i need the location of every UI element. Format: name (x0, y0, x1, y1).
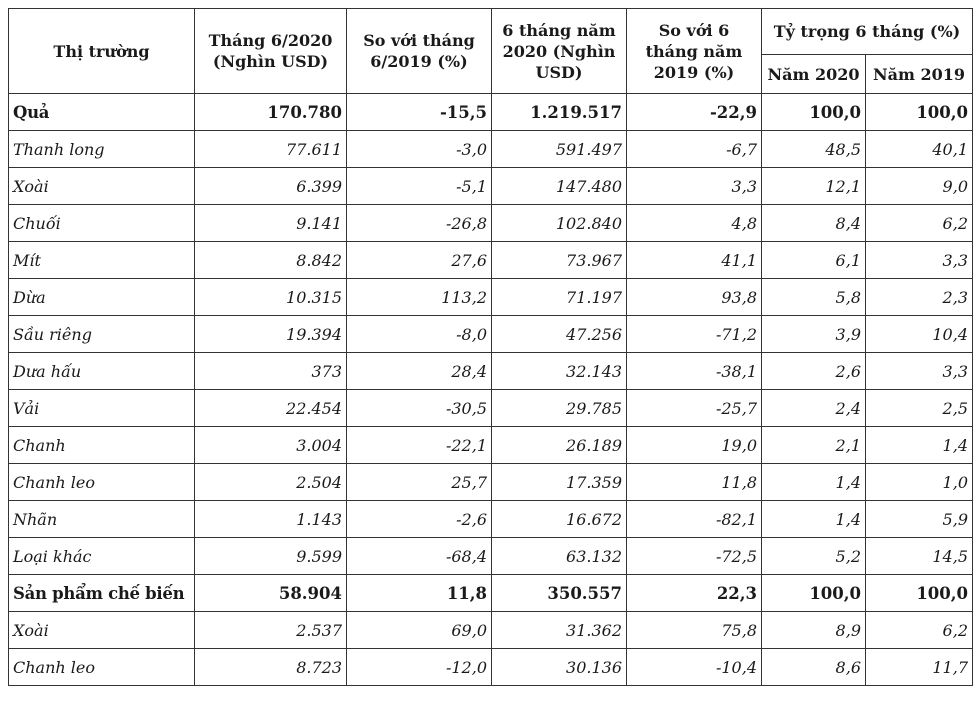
month-value-cell: 77.611 (195, 131, 347, 168)
year-2019-header: Năm 2019 (866, 55, 973, 94)
table-body (9, 94, 973, 686)
six-months-value-cell: 591.497 (492, 131, 627, 168)
vs-six-months-header: So với 6 tháng năm 2019 (%) (627, 9, 762, 94)
share-2019-cell: 40,1 (866, 131, 973, 168)
six-months-value-cell: 32.143 (492, 353, 627, 390)
vs-six-months-cell: -10,4 (627, 649, 762, 686)
six-months-value-cell: 147.480 (492, 168, 627, 205)
month-value-cell: 8.842 (195, 242, 347, 279)
table-row (9, 612, 973, 649)
share-2019-cell: 2,5 (866, 390, 973, 427)
month-value-cell: 58.904 (195, 575, 347, 612)
share-2020-cell: 3,9 (762, 316, 866, 353)
share-2020-cell: 100,0 (762, 94, 866, 131)
table-row (9, 205, 973, 242)
month-value-cell: 2.504 (195, 464, 347, 501)
vs-month-cell: 28,4 (347, 353, 492, 390)
share-2019-cell: 100,0 (866, 575, 973, 612)
six-months-value-cell: 73.967 (492, 242, 627, 279)
six-months-value-cell: 29.785 (492, 390, 627, 427)
month-value-cell: 170.780 (195, 94, 347, 131)
table-row (9, 538, 973, 575)
month-value-cell: 6.399 (195, 168, 347, 205)
six-months-value-cell: 31.362 (492, 612, 627, 649)
share-2020-cell: 5,8 (762, 279, 866, 316)
header-row (9, 9, 973, 55)
market-cell: Loại khác (9, 538, 195, 575)
vs-month-cell: -2,6 (347, 501, 492, 538)
market-cell: Dưa hấu (9, 353, 195, 390)
vs-six-months-cell: 3,3 (627, 168, 762, 205)
month-value-cell: 9.599 (195, 538, 347, 575)
share-2019-cell: 1,0 (866, 464, 973, 501)
month-value-cell: 8.723 (195, 649, 347, 686)
share-2019-cell: 6,2 (866, 205, 973, 242)
month-value-cell: 1.143 (195, 501, 347, 538)
share-2020-cell: 100,0 (762, 575, 866, 612)
month-value-cell: 9.141 (195, 205, 347, 242)
share-2019-cell: 2,3 (866, 279, 973, 316)
market-cell: Chanh leo (9, 649, 195, 686)
market-cell: Xoài (9, 168, 195, 205)
vs-month-cell: 69,0 (347, 612, 492, 649)
vs-six-months-cell: -72,5 (627, 538, 762, 575)
table-row (9, 168, 973, 205)
six-months-value-cell: 350.557 (492, 575, 627, 612)
month-header: Tháng 6/2020 (Nghìn USD) (195, 9, 347, 94)
market-cell: Vải (9, 390, 195, 427)
vs-month-cell: -12,0 (347, 649, 492, 686)
six-months-value-cell: 63.132 (492, 538, 627, 575)
market-cell: Sản phẩm chế biến (9, 575, 195, 612)
vs-six-months-cell: 75,8 (627, 612, 762, 649)
table-row (9, 427, 973, 464)
share-2020-cell: 2,4 (762, 390, 866, 427)
market-cell: Nhãn (9, 501, 195, 538)
market-cell: Chanh leo (9, 464, 195, 501)
market-cell: Dừa (9, 279, 195, 316)
vs-month-cell: 11,8 (347, 575, 492, 612)
share-2019-cell: 6,2 (866, 612, 973, 649)
share-2020-cell: 1,4 (762, 464, 866, 501)
vs-six-months-cell: -22,9 (627, 94, 762, 131)
vs-month-cell: -22,1 (347, 427, 492, 464)
six-months-value-cell: 47.256 (492, 316, 627, 353)
vs-month-cell: 25,7 (347, 464, 492, 501)
vs-six-months-cell: -6,7 (627, 131, 762, 168)
group-row (9, 575, 973, 612)
vs-six-months-cell: -82,1 (627, 501, 762, 538)
vs-six-months-cell: -25,7 (627, 390, 762, 427)
month-value-cell: 19.394 (195, 316, 347, 353)
vs-six-months-cell: 11,8 (627, 464, 762, 501)
share-2019-cell: 3,3 (866, 353, 973, 390)
table-row (9, 390, 973, 427)
vs-six-months-cell: -38,1 (627, 353, 762, 390)
group-row (9, 94, 973, 131)
share-2019-cell: 14,5 (866, 538, 973, 575)
share-2020-cell: 8,4 (762, 205, 866, 242)
fruit-export-table (8, 8, 973, 686)
six-months-value-cell: 30.136 (492, 649, 627, 686)
market-cell: Chanh (9, 427, 195, 464)
vs-month-cell: -30,5 (347, 390, 492, 427)
market-cell: Mít (9, 242, 195, 279)
market-cell: Sầu riêng (9, 316, 195, 353)
share-2019-cell: 9,0 (866, 168, 973, 205)
share-2020-cell: 6,1 (762, 242, 866, 279)
vs-six-months-cell: 4,8 (627, 205, 762, 242)
share-2019-cell: 100,0 (866, 94, 973, 131)
six-months-value-cell: 17.359 (492, 464, 627, 501)
month-value-cell: 3.004 (195, 427, 347, 464)
market-cell: Quả (9, 94, 195, 131)
share-2019-cell: 3,3 (866, 242, 973, 279)
market-cell: Thanh long (9, 131, 195, 168)
table-row (9, 279, 973, 316)
share-header: Tỷ trọng 6 tháng (%) (762, 9, 973, 55)
table-row (9, 316, 973, 353)
share-2020-cell: 48,5 (762, 131, 866, 168)
vs-month-cell: -68,4 (347, 538, 492, 575)
vs-month-cell: 113,2 (347, 279, 492, 316)
share-2020-cell: 8,6 (762, 649, 866, 686)
table-row (9, 242, 973, 279)
month-value-cell: 2.537 (195, 612, 347, 649)
six-months-value-cell: 102.840 (492, 205, 627, 242)
six-months-value-cell: 1.219.517 (492, 94, 627, 131)
vs-month-cell: -3,0 (347, 131, 492, 168)
vs-month-cell: 27,6 (347, 242, 492, 279)
share-2019-cell: 10,4 (866, 316, 973, 353)
vs-six-months-cell: 19,0 (627, 427, 762, 464)
table-row (9, 353, 973, 390)
market-header: Thị trường (9, 9, 195, 94)
share-2020-cell: 12,1 (762, 168, 866, 205)
market-cell: Chuối (9, 205, 195, 242)
share-2019-cell: 5,9 (866, 501, 973, 538)
table-row (9, 131, 973, 168)
share-2020-cell: 8,9 (762, 612, 866, 649)
share-2020-cell: 1,4 (762, 501, 866, 538)
share-2019-cell: 11,7 (866, 649, 973, 686)
six-months-value-cell: 16.672 (492, 501, 627, 538)
vs-month-cell: -5,1 (347, 168, 492, 205)
share-2020-cell: 2,1 (762, 427, 866, 464)
year-2020-header: Năm 2020 (762, 55, 866, 94)
month-value-cell: 373 (195, 353, 347, 390)
table-row (9, 501, 973, 538)
vs-six-months-cell: 93,8 (627, 279, 762, 316)
market-cell: Xoài (9, 612, 195, 649)
vs-month-cell: -15,5 (347, 94, 492, 131)
vs-month-header: So với tháng 6/2019 (%) (347, 9, 492, 94)
table-row (9, 464, 973, 501)
month-value-cell: 10.315 (195, 279, 347, 316)
six-months-header: 6 tháng năm 2020 (Nghìn USD) (492, 9, 627, 94)
share-2020-cell: 2,6 (762, 353, 866, 390)
table-row (9, 649, 973, 686)
vs-six-months-cell: -71,2 (627, 316, 762, 353)
six-months-value-cell: 26.189 (492, 427, 627, 464)
vs-month-cell: -26,8 (347, 205, 492, 242)
vs-six-months-cell: 41,1 (627, 242, 762, 279)
share-2020-cell: 5,2 (762, 538, 866, 575)
vs-month-cell: -8,0 (347, 316, 492, 353)
vs-six-months-cell: 22,3 (627, 575, 762, 612)
six-months-value-cell: 71.197 (492, 279, 627, 316)
month-value-cell: 22.454 (195, 390, 347, 427)
share-2019-cell: 1,4 (866, 427, 973, 464)
